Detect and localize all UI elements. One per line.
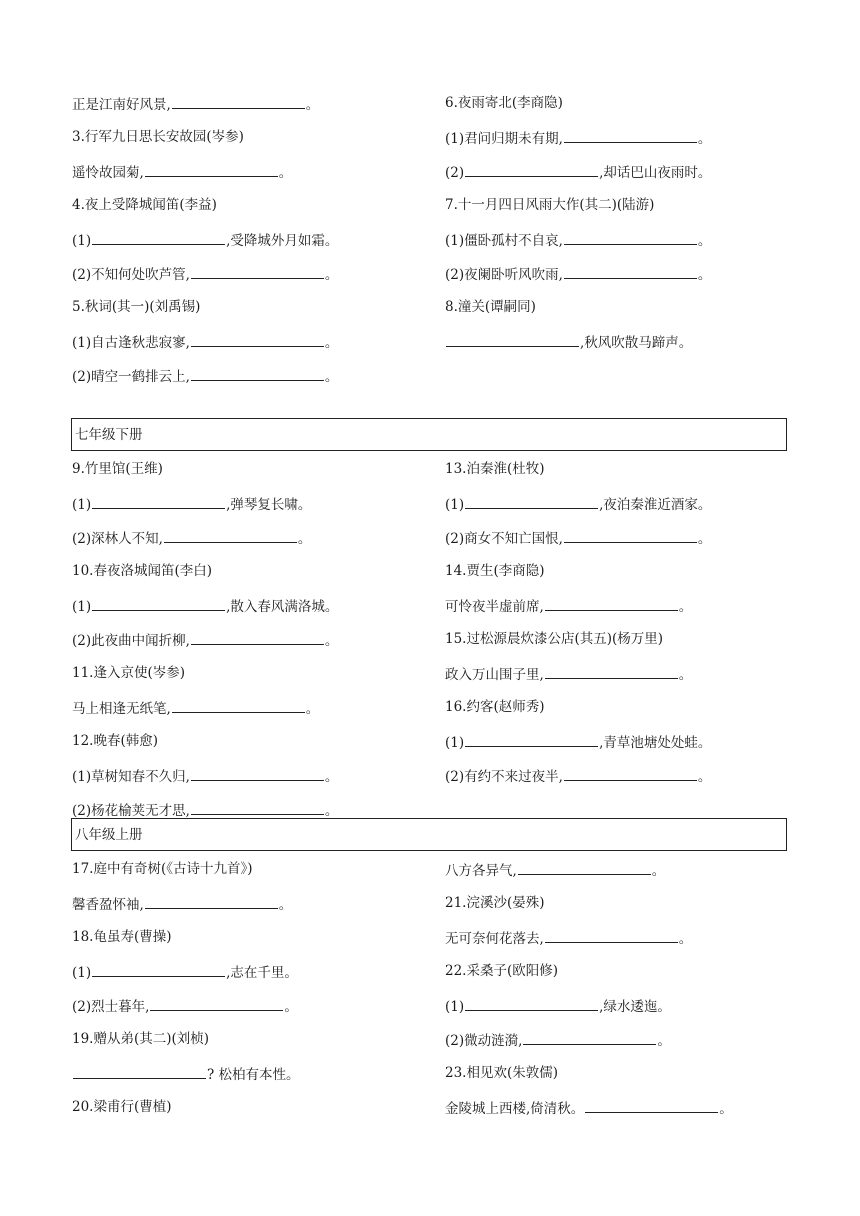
answer-blank[interactable] <box>191 264 324 279</box>
poem-line: (1)僵卧孤村不自哀, 。 <box>445 230 711 250</box>
poem-line: (1) ,青草池塘处处蛙。 <box>445 732 711 752</box>
answer-blank[interactable] <box>564 528 697 543</box>
poem-title: 5.秋词(其一)(刘禹锡) <box>72 299 201 315</box>
poem-title: 10.春夜洛城闻笛(李白) <box>72 563 213 579</box>
answer-blank[interactable] <box>150 996 283 1011</box>
answer-blank[interactable] <box>73 1064 206 1079</box>
answer-blank[interactable] <box>465 996 598 1011</box>
poem-title: 9.竹里馆(王维) <box>72 461 163 477</box>
poem-line: (2)夜阑卧听风吹雨, 。 <box>445 264 711 284</box>
answer-blank[interactable] <box>191 766 324 781</box>
poem-line: (2)此夜曲中闻折柳, 。 <box>72 630 338 650</box>
poem-line: (2) ,却话巴山夜雨时。 <box>445 162 711 182</box>
poem-title: 4.夜上受降城闻笛(李益) <box>72 197 217 213</box>
answer-blank[interactable] <box>145 894 278 909</box>
poem-title: 12.晚春(韩愈) <box>72 733 159 749</box>
answer-blank[interactable] <box>92 230 225 245</box>
poem-title: 3.行军九日思长安故园(岑参) <box>72 129 244 145</box>
poem-line: (1) ,受降城外月如霜。 <box>72 230 338 250</box>
poem-line: (2)深林人不知, 。 <box>72 528 311 548</box>
poem-line: (2)商女不知亡国恨, 。 <box>445 528 711 548</box>
answer-blank[interactable] <box>92 494 225 509</box>
answer-blank[interactable] <box>564 264 697 279</box>
poem-title: 21.浣溪沙(晏殊) <box>445 895 545 911</box>
poem-line: 馨香盈怀袖, 。 <box>72 894 292 914</box>
answer-blank[interactable] <box>465 494 598 509</box>
poem-line: (2)烈士暮年, 。 <box>72 996 298 1016</box>
section-title: 七年级下册 <box>75 427 143 443</box>
poem-line: (1)君问归期未有期, 。 <box>445 128 711 148</box>
poem-line: 马上相逢无纸笔, 。 <box>72 698 319 718</box>
poem-line: (2)不知何处吹芦管, 。 <box>72 264 338 284</box>
poem-line: 八方各异气, 。 <box>445 860 665 880</box>
answer-blank[interactable] <box>191 366 324 381</box>
section-header-grade7-vol2 <box>71 418 787 451</box>
poem-title: 20.梁甫行(曹植) <box>72 1099 172 1115</box>
poem-title: 16.约客(赵师秀) <box>445 699 545 715</box>
poem-title: 15.过松源晨炊漆公店(其五)(杨万里) <box>445 631 664 647</box>
poem-line: (2)晴空一鹤排云上, 。 <box>72 366 338 386</box>
poem-line: ,秋风吹散马蹄声。 <box>445 332 692 352</box>
answer-blank[interactable] <box>585 1098 718 1113</box>
poem-line: (2)微动涟漪, 。 <box>445 1030 671 1050</box>
poem-line: 正是江南好风景, 。 <box>72 94 319 114</box>
answer-blank[interactable] <box>518 860 651 875</box>
poem-title: 7.十一月四日风雨大作(其二)(陆游) <box>445 197 655 213</box>
poem-line: (1) ,弹琴复长啸。 <box>72 494 311 514</box>
poem-title: 18.龟虽寿(曹操) <box>72 929 172 945</box>
poem-line: 遥怜故园菊, 。 <box>72 162 292 182</box>
answer-blank[interactable] <box>172 698 305 713</box>
answer-blank[interactable] <box>564 128 697 143</box>
poem-line: 无可奈何花落去, 。 <box>445 928 692 948</box>
answer-blank[interactable] <box>545 664 678 679</box>
poem-line: (2)杨花榆荚无才思, 。 <box>72 800 338 820</box>
poem-line: ? 松柏有本性。 <box>72 1064 300 1084</box>
answer-blank[interactable] <box>145 162 278 177</box>
answer-blank[interactable] <box>172 94 305 109</box>
poem-title: 23.相见欢(朱敦儒) <box>445 1065 559 1081</box>
poem-title: 17.庭中有奇树(《古诗十九首》) <box>72 861 253 877</box>
answer-blank[interactable] <box>191 332 324 347</box>
answer-blank[interactable] <box>92 962 225 977</box>
poem-title: 8.潼关(谭嗣同) <box>445 299 536 315</box>
poem-line: 可怜夜半虚前席, 。 <box>445 596 692 616</box>
answer-blank[interactable] <box>164 528 297 543</box>
answer-blank[interactable] <box>92 596 225 611</box>
answer-blank[interactable] <box>564 766 697 781</box>
answer-blank[interactable] <box>523 1030 656 1045</box>
section-header-grade8-vol1 <box>71 818 787 851</box>
answer-blank[interactable] <box>465 732 598 747</box>
poem-title: 19.赠从弟(其二)(刘桢) <box>72 1031 210 1047</box>
answer-blank[interactable] <box>545 596 678 611</box>
poem-line: 政入万山围子里, 。 <box>445 664 692 684</box>
poem-title: 22.采桑子(欧阳修) <box>445 963 559 979</box>
poem-line: (1)自古逢秋悲寂寥, 。 <box>72 332 338 352</box>
answer-blank[interactable] <box>191 800 324 815</box>
answer-blank[interactable] <box>545 928 678 943</box>
poem-title: 11.逢入京使(岑参) <box>72 665 186 681</box>
answer-blank[interactable] <box>446 332 579 347</box>
poem-line: 金陵城上西楼,倚清秋。 。 <box>445 1098 733 1118</box>
answer-blank[interactable] <box>465 162 598 177</box>
answer-blank[interactable] <box>564 230 697 245</box>
poem-line: (1) ,散入春风满洛城。 <box>72 596 338 616</box>
poem-line: (1) ,夜泊秦淮近酒家。 <box>445 494 711 514</box>
section-title: 八年级上册 <box>75 827 143 843</box>
poem-title: 6.夜雨寄北(李商隐) <box>445 95 563 111</box>
poem-line: (1) ,绿水逶迤。 <box>445 996 671 1016</box>
poem-title: 14.贾生(李商隐) <box>445 563 545 579</box>
poem-line: (1)草树知春不久归, 。 <box>72 766 338 786</box>
poem-line: (2)有约不来过夜半, 。 <box>445 766 711 786</box>
poem-line: (1) ,志在千里。 <box>72 962 298 982</box>
poem-title: 13.泊秦淮(杜牧) <box>445 461 545 477</box>
answer-blank[interactable] <box>191 630 324 645</box>
